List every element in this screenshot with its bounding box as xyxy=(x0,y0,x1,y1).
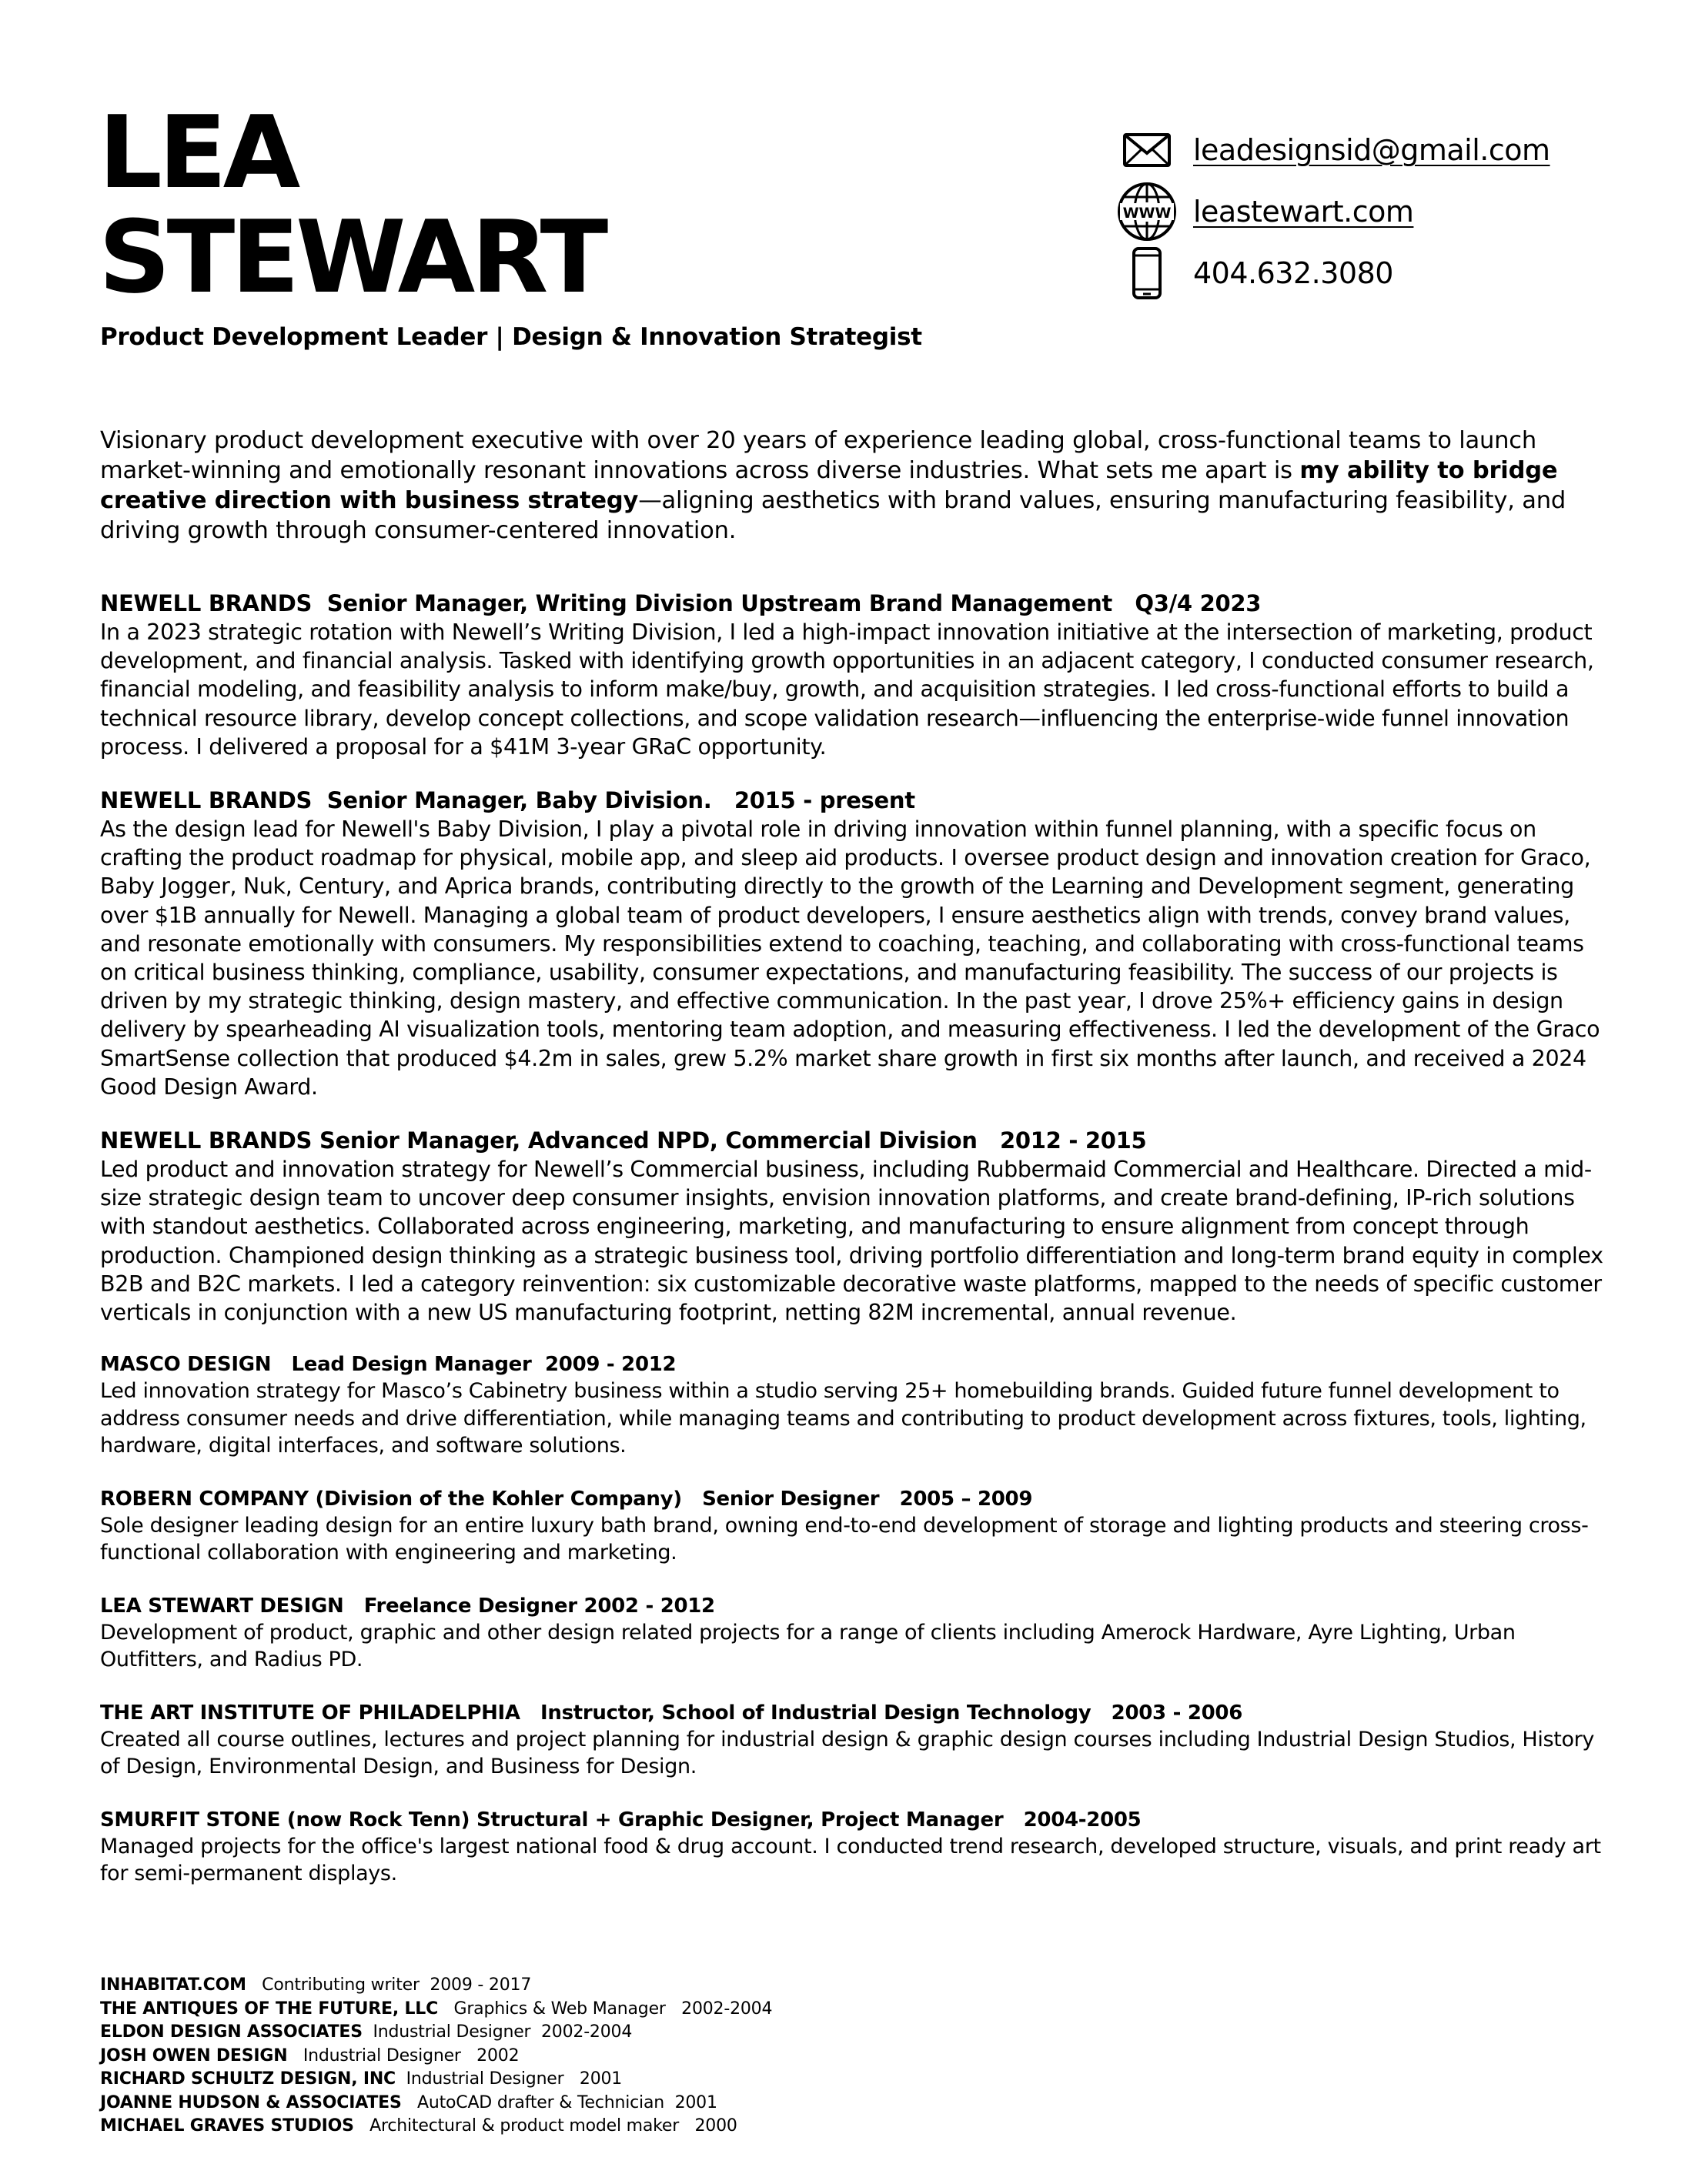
job-dates: 2002 - 2012 xyxy=(583,1594,715,1618)
minor-company: JOSH OWEN DESIGN xyxy=(100,2045,288,2065)
minor-role: Graphics & Web Manager xyxy=(453,1999,666,2019)
minor-dates: 2002-2004 xyxy=(681,1999,773,2019)
job-entry xyxy=(100,1351,1609,1460)
job-description: As the design lead for Newell's Baby Division, I play a pivotal role in driving innovation within funnel planning, with a specific focus on crafting the product roadmap for physical, mobile app, and sleep aid products. I oversee product design and innovation creation for Graco, Baby Jogger, Nuk, Century, and Aprica brands, contributing directly to the growth of the Learning and Development segment, generating over $1B annually for Newell. Managing a global team of product developers, I ensure aesthetics align with trends, convey brand values, and resonate emotionally with consumers. My responsibilities extend to coaching, teaching, and collaborating with cross-functional teams on critical business thinking, compliance, usability, consumer expectations, and manufacturing feasibility. The success of our projects is driven by my strategic thinking, design mastery, and effective communication. In the past year, I drove 25%+ efficiency gains in design delivery by spearheading AI visualization tools, mentoring team adoption, and measuring effectiveness. I led the development of the Graco SmartSense collection that produced $4.2m in sales, grew 5.2% market share growth in first six months after launch, and received a 2024 Good Design Award. xyxy=(100,816,1600,1100)
tagline: Product Development Leader | Design & Innovation Strategist xyxy=(100,323,922,351)
minor-dates: 2000 xyxy=(694,2116,737,2136)
envelope-icon xyxy=(1116,119,1178,181)
last-name: STEWART xyxy=(99,199,605,316)
job-role: Freelance Designer xyxy=(363,1594,577,1618)
minor-dates: 2001 xyxy=(579,2069,623,2089)
job-company: THE ART INSTITUTE OF PHILADELPHIA xyxy=(100,1701,520,1725)
minor-role: Industrial Designer xyxy=(303,2045,461,2065)
contact-website-row xyxy=(1116,181,1655,242)
svg-text:WWW: WWW xyxy=(1122,205,1172,222)
job-entry xyxy=(100,1593,1609,1674)
minor-dates: 2009 - 2017 xyxy=(430,1975,532,1995)
minor-role-row xyxy=(100,2068,1101,2092)
job-entry xyxy=(100,589,1609,761)
job-dates: 2004-2005 xyxy=(1023,1808,1142,1832)
job-role: Instructor, School of Industrial Design Technology xyxy=(540,1701,1092,1725)
minor-dates: 2002 xyxy=(476,2045,520,2065)
job-description: Created all course outlines, lectures and project planning for industrial design & graphic design courses including Industrial Design Studios, History of Design, Environmental Design, and Business for Design. xyxy=(100,1727,1595,1779)
minor-role-row xyxy=(100,2115,1101,2139)
job-role: Senior Designer xyxy=(702,1487,880,1511)
job-dates: 2015 - present xyxy=(734,787,915,814)
job-dates: 2003 - 2006 xyxy=(1111,1701,1242,1725)
summary-highlight: my ability to bridge creative direction with business strategy xyxy=(100,457,1558,514)
job-description: Led product and innovation strategy for Newell’s Commercial business, including Rubbermaid Commercial and Healthcare. Directed a mid-size strategic design team to uncover deep consumer insights, envision innovation platforms, and create brand-defining, IP-rich solutions with standout aesthetics. Collaborated across engineering, marketing, and manufacturing to ensure alignment from concept through production. Championed design thinking as a strategic business tool, driving portfolio differentiation and long-term brand equity in complex B2B and B2C markets. I led a category reinvention: six customizable decorative waste platforms, mapped to the needs of specific customer verticals in conjunction with a new US manufacturing footprint, netting 82M incremental, annual revenue. xyxy=(100,1157,1603,1326)
job-role: Senior Manager, Writing Division Upstream Brand Management xyxy=(326,590,1112,616)
job-entry xyxy=(100,1807,1609,1888)
job-heading xyxy=(100,786,1609,815)
job-dates: 2012 - 2015 xyxy=(1000,1127,1147,1154)
minor-role: Industrial Designer xyxy=(406,2069,564,2089)
minor-role-row xyxy=(100,1974,1101,1998)
contact-phone-row xyxy=(1116,242,1655,304)
job-description: Sole designer leading design for an entire luxury bath brand, owning end-to-end development of storage and lighting products and steering cross-functional collaboration with engineering and marketing. xyxy=(100,1513,1589,1565)
job-heading xyxy=(100,1351,1609,1378)
minor-company: JOANNE HUDSON & ASSOCIATES xyxy=(100,2092,402,2112)
job-role: Structural + Graphic Designer, Project Manager xyxy=(476,1808,1004,1832)
job-heading xyxy=(100,1126,1609,1155)
job-entry xyxy=(100,1126,1609,1327)
minor-company: INHABITAT.COM xyxy=(100,1975,246,1995)
job-description: Led innovation strategy for Masco’s Cabinetry business within a studio serving 25+ homebuilding brands. Guided future funnel development to address consumer needs and drive differentiation, while managing teams and contributing to product development across fixtures, tools, lighting, hardware, digital interfaces, and software solutions. xyxy=(100,1379,1586,1458)
smartphone-icon xyxy=(1116,242,1178,304)
summary-text-1: Visionary product development executive with over 20 years of experience leading global, cross-functional teams to launch market-winning and emotionally resonant innovations across diverse industries. What sets me apart is xyxy=(100,427,1536,484)
minor-company: ELDON DESIGN ASSOCIATES xyxy=(100,2022,363,2042)
minor-company: THE ANTIQUES OF THE FUTURE, LLC xyxy=(100,1999,439,2019)
job-role: Senior Manager, Baby Division. xyxy=(326,787,712,814)
minor-dates: 2002-2004 xyxy=(541,2022,633,2042)
job-heading xyxy=(100,589,1609,618)
minor-dates: 2001 xyxy=(674,2092,717,2112)
website-link[interactable]: leastewart.com xyxy=(1193,195,1414,229)
job-dates: 2009 - 2012 xyxy=(545,1353,677,1377)
job-company: NEWELL BRANDS xyxy=(100,1127,313,1154)
job-heading xyxy=(100,1593,1609,1619)
experience-list xyxy=(100,589,1609,1914)
globe-www-icon xyxy=(1116,181,1178,242)
minor-role-row xyxy=(100,2045,1101,2069)
email-link[interactable]: leadesignsid@gmail.com xyxy=(1193,133,1550,167)
job-dates: 2005 – 2009 xyxy=(899,1487,1033,1511)
job-company: ROBERN COMPANY (Division of the Kohler Company) xyxy=(100,1487,682,1511)
job-company: NEWELL BRANDS xyxy=(100,590,313,616)
job-description: In a 2023 strategic rotation with Newell’s Writing Division, I led a high-impact innovation initiative at the intersection of marketing, product development, and financial analysis. Tasked with identifying growth opportunities in an adjacent category, I conducted consumer research, financial modeling, and feasibility analysis to inform make/buy, growth, and acquisition strategies. I led cross-functional efforts to build a technical resource library, develop concept collections, and scope validation research—influencing the enterprise-wide funnel innovation process. I delivered a proposal for a $41M 3-year GRaC opportunity. xyxy=(100,619,1594,760)
contact-block xyxy=(1116,119,1655,304)
job-heading xyxy=(100,1700,1609,1726)
candidate-name xyxy=(99,94,945,316)
minor-role: Architectural & product model maker xyxy=(369,2116,680,2136)
minor-role: Industrial Designer xyxy=(373,2022,531,2042)
job-company: SMURFIT STONE (now Rock Tenn) xyxy=(100,1808,470,1832)
minor-role-row xyxy=(100,2092,1101,2116)
job-entry xyxy=(100,1486,1609,1567)
job-entry xyxy=(100,786,1609,1101)
minor-role-row xyxy=(100,1998,1101,2022)
job-role: Lead Design Manager xyxy=(291,1353,532,1377)
job-description: Development of product, graphic and other design related projects for a range of clients including Amerock Hardware, Ayre Lighting, Urban Outfitters, and Radius PD. xyxy=(100,1620,1516,1672)
job-heading xyxy=(100,1807,1609,1833)
contact-email-row xyxy=(1116,119,1655,181)
job-company: MASCO DESIGN xyxy=(100,1353,272,1377)
job-company: NEWELL BRANDS xyxy=(100,787,313,814)
minor-roles-list xyxy=(100,1974,1101,2139)
phone-number: 404.632.3080 xyxy=(1193,256,1393,290)
professional-summary xyxy=(100,426,1609,546)
job-dates: Q3/4 2023 xyxy=(1135,590,1262,616)
minor-role: AutoCAD drafter & Technician xyxy=(417,2092,664,2112)
first-name: LEA xyxy=(99,94,297,211)
summary-text-2: —aligning aesthetics with brand values, ensuring manufacturing feasibility, and driving growth through consumer-centered innovation. xyxy=(100,487,1566,544)
job-role: Senior Manager, Advanced NPD, Commercial Division xyxy=(319,1127,978,1154)
minor-role-row xyxy=(100,2021,1101,2045)
job-entry xyxy=(100,1700,1609,1781)
minor-company: RICHARD SCHULTZ DESIGN, INC xyxy=(100,2069,396,2089)
job-description: Managed projects for the office's largest national food & drug account. I conducted trend research, developed structure, visuals, and print ready art for semi-permanent displays. xyxy=(100,1834,1601,1886)
job-heading xyxy=(100,1486,1609,1512)
minor-role: Contributing writer xyxy=(262,1975,420,1995)
job-company: LEA STEWART DESIGN xyxy=(100,1594,344,1618)
minor-company: MICHAEL GRAVES STUDIOS xyxy=(100,2116,354,2136)
